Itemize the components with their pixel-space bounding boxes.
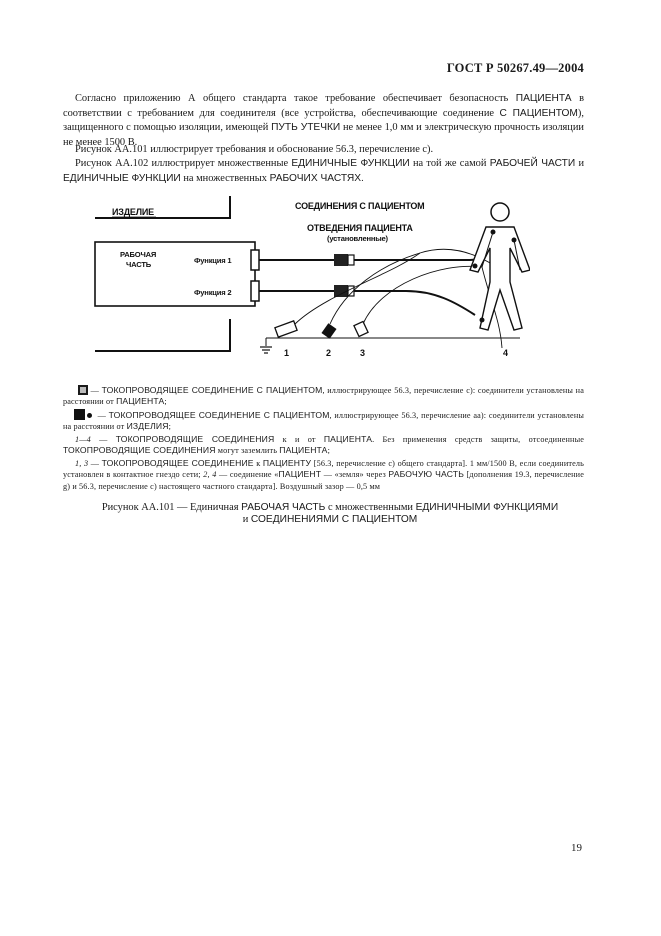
lead-2-to-patient — [354, 291, 475, 315]
device-label: ИЗДЕЛИЕ — [112, 207, 154, 217]
paragraph-3: Рисунок АА.102 иллюстрирует множественные ЕДИНИЧНЫЕ ФУНКЦИИ на той же самой РАБОЧЕЙ ЧАСТИ и ЕДИНИЧНЫЕ ФУНКЦИИ на множественных РАБОЧИХ ЧАСТЯХ. — [63, 158, 585, 184]
lead-1-connector-plug — [348, 255, 354, 265]
patient-body — [470, 227, 530, 330]
connection-number-4: 4 — [503, 348, 508, 358]
legend-item-4: 1, 3 — ТОКОПРОВОДЯЩЕЕ СОЕДИНЕНИЕ к ПАЦИЕНТУ [56.3, перечисление с) общего стандарта]. 1 мм/1500 В, если соединитель установлен в контактное гнездо сети; 2, 4 — соединение «ПАЦИЕНТ — «земля» через РАБОЧУЮ ЧАСТЬ [дополнения 19.3, перечисление g) и 56.3, перечисление с) настоящего частного стандарта]. Воздушный зазор — 0,5 мм — [63, 458, 585, 491]
connection-number-1: 1 — [284, 348, 289, 358]
paragraph-1: Согласно приложению А общего стандарта такое требование обеспечивает безопасность ПАЦИЕНТА в соответствии с требованием для соединителя (все устройства, обеспечивающие соединение С ПАЦИЕНТОМ), защищенного с помощью изоляции, имеющей ПУТЬ УТЕЧКИ не менее 1,0 мм и электрическую прочность изоляции не менее 1500 В. — [63, 93, 584, 148]
figure-caption: Рисунок АА.101 — Единичная РАБОЧАЯ ЧАСТЬ с множественными ЕДИНИЧНЫМИ ФУНКЦИЯМИ и СОЕДИНЕНИЯМИ С ПАЦИЕНТОМ — [101, 502, 559, 525]
patient-head — [491, 203, 509, 221]
legend-item-2: — ТОКОПРОВОДЯЩЕЕ СОЕДИНЕНИЕ С ПАЦИЕНТОМ, иллюстрирующее 56.3, перечисление аа): соединители установлены на расстоянии от ИЗДЕЛИЯ; — [63, 410, 585, 432]
applied-part-diagram — [90, 190, 530, 370]
electrode-2 — [473, 264, 478, 269]
connection-number-3: 3 — [360, 348, 365, 358]
lead-1-connector-body — [334, 254, 348, 266]
connection-number-2: 2 — [326, 348, 331, 358]
connector-2 — [321, 323, 336, 339]
installed-label: (установленные) — [327, 234, 388, 243]
document-header: ГОСТ Р 50267.49—2004 — [446, 61, 584, 75]
connector-3 — [354, 321, 368, 336]
function-1-socket — [251, 250, 259, 270]
connector-1 — [275, 321, 297, 337]
legend-item-3: 1—4 — ТОКОПРОВОДЯЩИЕ СОЕДИНЕНИЯ к и от ПАЦИЕНТА. Без применения средств защиты, отсоединенные ТОКОПРОВОДЯЩИЕ СОЕДИНЕНИЯ могут заземлить ПАЦИЕНТА; — [63, 434, 585, 456]
open-connector-symbol-icon — [78, 385, 88, 395]
page-number: 19 — [571, 842, 582, 854]
wire-to-connector-1 — [295, 253, 420, 324]
lead-2-connector-body — [334, 285, 348, 297]
applied-part-label-2: ЧАСТЬ — [126, 260, 152, 269]
patient-connections-label: СОЕДИНЕНИЯ С ПАЦИЕНТОМ — [295, 201, 425, 211]
electrode-4 — [480, 318, 485, 323]
legend-item-1: — ТОКОПРОВОДЯЩЕЕ СОЕДИНЕНИЕ С ПАЦИЕНТОМ, иллюстрирующее 56.3, перечисление с): соединители установлены на расстоянии от ПАЦИЕНТА; — [63, 385, 584, 407]
connector-dot-icon — [87, 413, 92, 418]
function-1-label: Функция 1 — [194, 256, 232, 265]
device-enclosure-bottom — [95, 319, 230, 351]
function-2-socket — [251, 281, 259, 301]
closed-connector-symbol-icon — [74, 409, 85, 420]
applied-part-label-1: РАБОЧАЯ — [120, 250, 157, 259]
paragraph-2: Рисунок АА.101 иллюстрирует требования и обоснование 56.3, перечисление с). — [75, 144, 434, 155]
patient-leads-label: ОТВЕДЕНИЯ ПАЦИЕНТА — [307, 223, 413, 233]
function-2-label: Функция 2 — [194, 288, 232, 297]
